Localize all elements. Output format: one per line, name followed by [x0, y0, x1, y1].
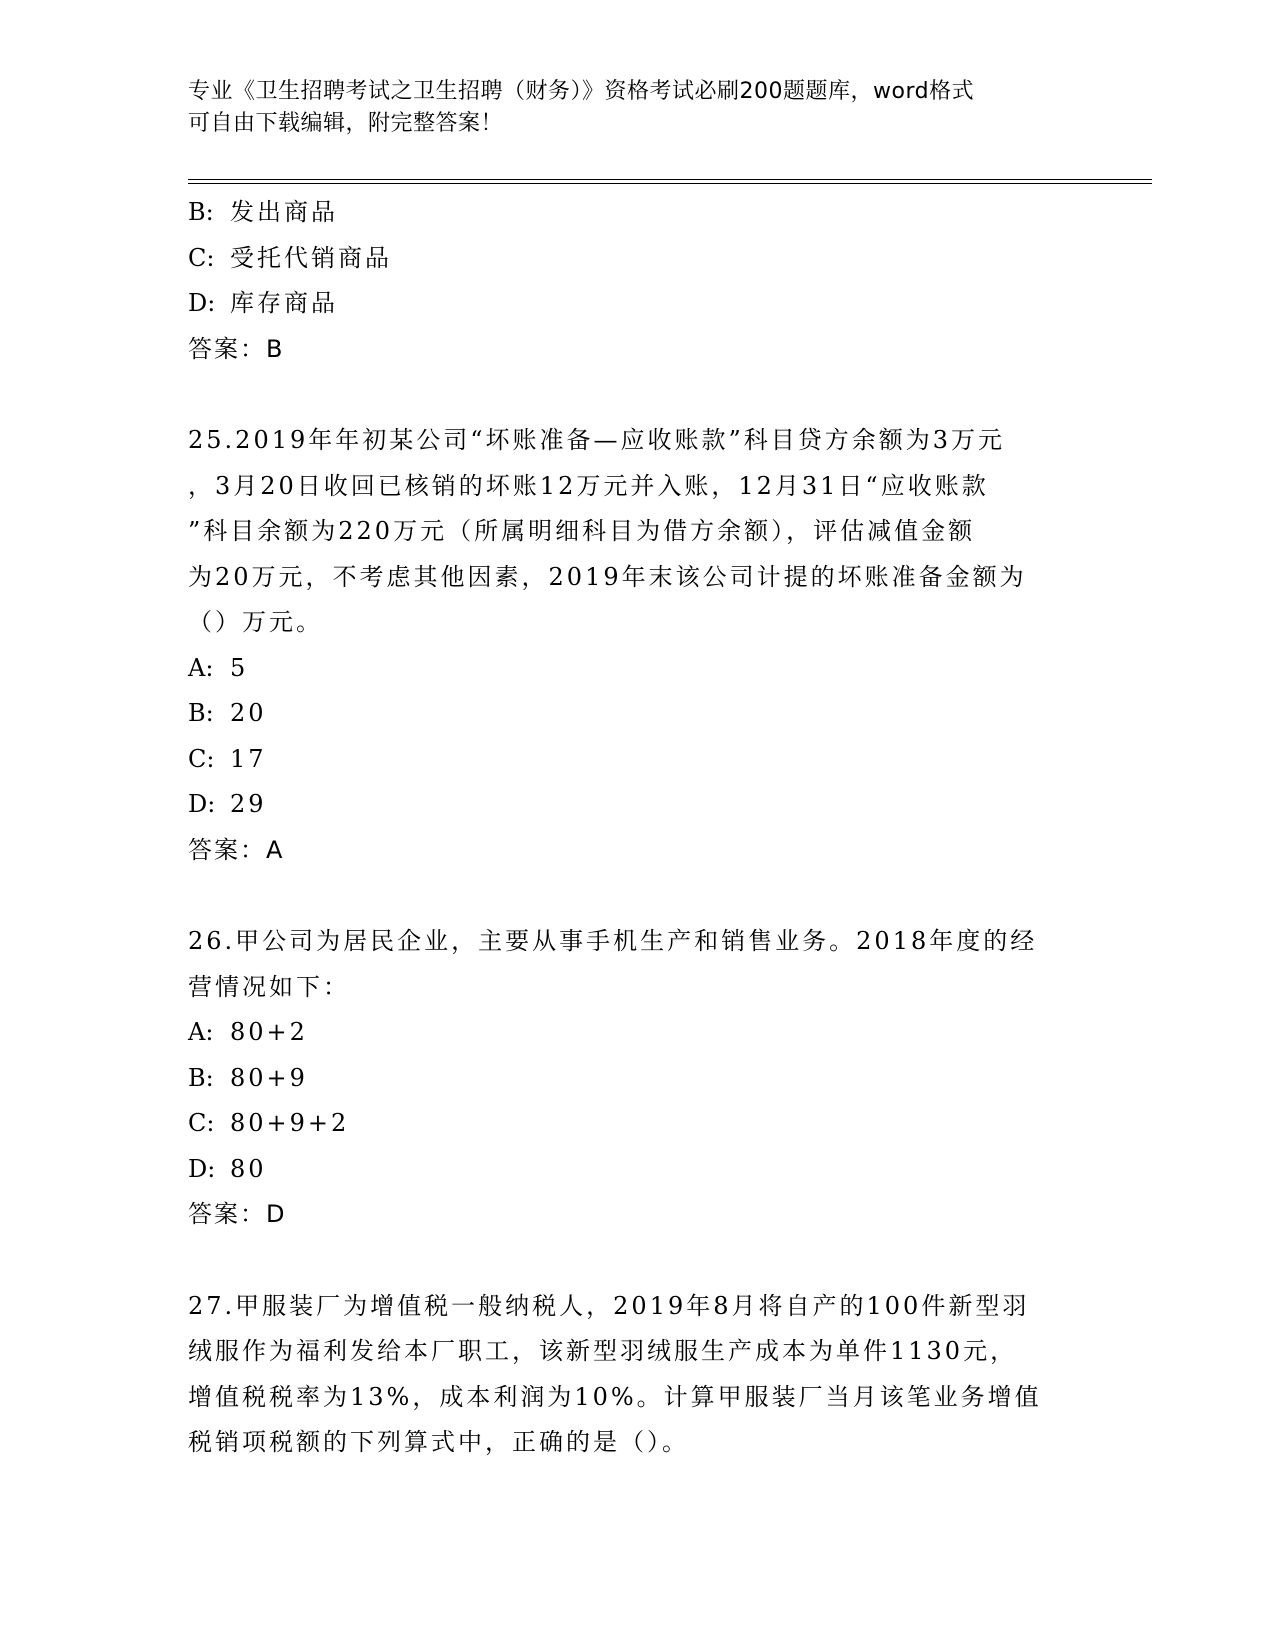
question-26-options	[188, 1010, 1088, 1192]
question-line: 27.甲服装厂为增值税一般纳税人，2019年8月将自产的100件新型羽	[188, 1291, 1030, 1320]
question-24-options	[188, 190, 1088, 327]
question-line: 营情况如下：	[188, 972, 350, 1001]
option-a: A: 5	[188, 653, 249, 682]
option-d: D: 80	[188, 1154, 267, 1183]
question-25-stem	[188, 418, 1088, 646]
document-header	[188, 76, 1088, 140]
question-line: 增值税税率为13%，成本利润为10%。计算甲服装厂当月该笔业务增值	[188, 1382, 1042, 1411]
option-d: D: 库存商品	[188, 289, 338, 317]
document-body	[188, 190, 1088, 1466]
question-27-stem	[188, 1284, 1088, 1466]
question-line: ，3月20日收回已核销的坏账12万元并入账，12月31日“应收账款	[188, 471, 989, 500]
header-line-1: 专业《卫生招聘考试之卫生招聘（财务）》资格考试必刷200题题库，word格式	[188, 79, 975, 104]
option-c: C: 受托代销商品	[188, 243, 392, 272]
question-line: 为20万元，不考虑其他因素，2019年末该公司计提的坏账准备金额为	[188, 562, 1027, 591]
option-c: C: 80+9+2	[188, 1109, 350, 1137]
option-b: B: 80+9	[188, 1063, 308, 1092]
question-26-stem	[188, 919, 1088, 1010]
question-line: （）万元。	[188, 608, 323, 636]
question-line: ”科目余额为220万元（所属明细科目为借方余额），评估减值金额	[188, 517, 976, 545]
option-b: B: 20	[188, 699, 267, 727]
option-b: B: 发出商品	[188, 198, 338, 226]
answer-24: 答案：B	[188, 334, 285, 363]
answer-25: 答案：A	[188, 835, 285, 864]
answer-26: 答案：D	[188, 1200, 287, 1228]
header-divider	[188, 179, 1152, 184]
question-line: 26.甲公司为居民企业，主要从事手机生产和销售业务。2018年度的经	[188, 927, 1038, 955]
option-c: C: 17	[188, 744, 267, 773]
question-line: 绒服作为福利发给本厂职工，该新型羽绒服生产成本为单件1130元，	[188, 1337, 1018, 1365]
header-line-2: 可自由下载编辑，附完整答案！	[188, 111, 504, 136]
question-25-options	[188, 646, 1088, 828]
question-line: 25.2019年年初某公司“坏账准备—应收账款”科目贷方余额为3万元	[188, 426, 1006, 454]
option-a: A: 80+2	[188, 1018, 308, 1046]
option-d: D: 29	[188, 790, 267, 818]
question-line: 税销项税额的下列算式中，正确的是（）。	[188, 1428, 689, 1456]
